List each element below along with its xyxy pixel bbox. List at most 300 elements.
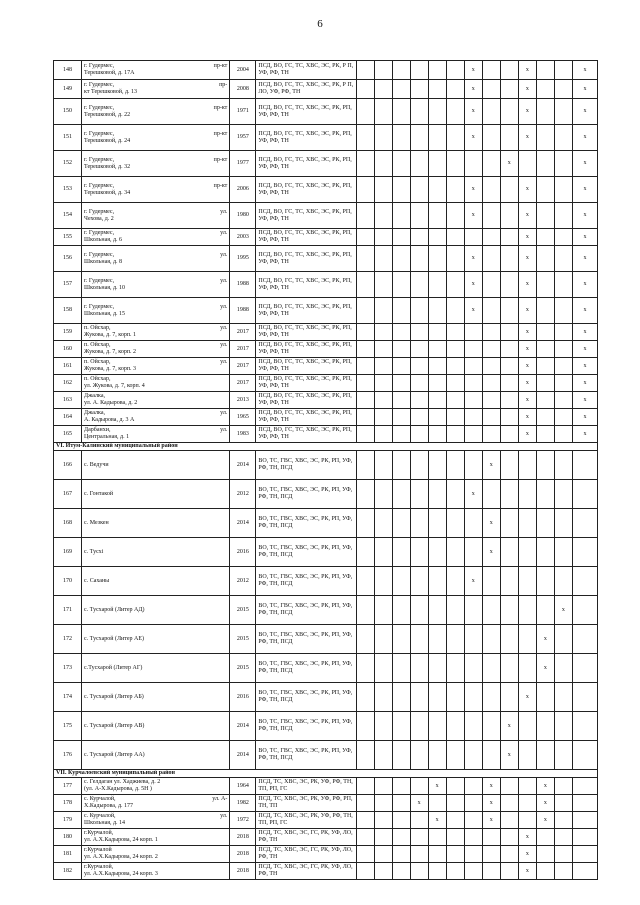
mark-cell <box>446 863 464 880</box>
mark-cell <box>518 812 536 829</box>
row-number: 172 <box>54 625 82 654</box>
mark-cell <box>446 829 464 846</box>
mark-cell <box>392 99 410 125</box>
mark-cell <box>356 509 374 538</box>
mark-cell <box>572 795 597 812</box>
mark-cell <box>482 654 500 683</box>
table-row <box>54 358 598 375</box>
row-number: 154 <box>54 203 82 229</box>
mark-cell <box>482 812 500 829</box>
mark-cell <box>572 846 597 863</box>
mark-cell <box>572 177 597 203</box>
mark-cell <box>410 298 428 324</box>
mark-cell <box>446 61 464 80</box>
mark-cell <box>356 324 374 341</box>
section-title: VII. Курчалоевский муниципальный район <box>54 770 598 778</box>
mark-cell <box>536 509 554 538</box>
cross-mark-icon: x <box>471 134 475 140</box>
mark-cell <box>392 229 410 246</box>
address-line-2: Центральная, д. 1 <box>84 434 130 440</box>
row-number: 177 <box>54 778 82 795</box>
address-line-2: Терешковой, д. 32 <box>84 163 131 170</box>
mark-cell <box>392 683 410 712</box>
mark-cell <box>554 80 572 99</box>
address-cell <box>82 795 230 812</box>
table-row <box>54 61 598 80</box>
mark-cell <box>518 203 536 229</box>
mark-cell <box>392 392 410 409</box>
mark-cell <box>392 125 410 151</box>
mark-cell <box>374 298 392 324</box>
mark-cell <box>374 392 392 409</box>
cross-mark-icon: x <box>583 379 587 386</box>
mark-cell <box>446 741 464 770</box>
row-number: 152 <box>54 151 82 177</box>
row-number: 182 <box>54 863 82 880</box>
mark-cell <box>464 99 482 125</box>
address-cell <box>82 863 230 880</box>
works-cell: ПСД, ТС, ХВС, ЭС, ГС, РК, УФ, ЛО, РФ, ТН <box>256 863 356 880</box>
mark-cell <box>428 61 446 80</box>
mark-cell <box>572 80 597 99</box>
address-line-1: г.Курчалой, <box>84 830 114 836</box>
row-number: 173 <box>54 654 82 683</box>
mark-cell <box>428 392 446 409</box>
mark-cell <box>374 567 392 596</box>
mark-cell <box>554 829 572 846</box>
works-cell: ВО, ТС, ГВС, ХВС, ЭС, РК, РП, УФ, РФ, ТН, ПСД <box>256 683 356 712</box>
mark-cell <box>356 246 374 272</box>
cross-mark-icon: x <box>525 693 529 700</box>
address-line-1: г. Гудермес, <box>84 303 115 310</box>
address-cell <box>82 61 230 80</box>
registry-table <box>53 60 598 880</box>
mark-cell <box>482 80 500 99</box>
mark-cell <box>374 795 392 812</box>
mark-cell <box>428 375 446 392</box>
mark-cell <box>482 538 500 567</box>
address-cell <box>82 358 230 375</box>
mark-cell <box>554 741 572 770</box>
address-line-1: с. Тусхарой (Литер АД) <box>84 606 145 613</box>
cross-mark-icon: x <box>525 186 529 192</box>
table-row <box>54 177 598 203</box>
row-number: 149 <box>54 80 82 99</box>
mark-cell <box>482 272 500 298</box>
row-number: 175 <box>54 712 82 741</box>
mark-cell <box>500 812 518 829</box>
mark-cell <box>374 203 392 229</box>
mark-cell <box>392 426 410 443</box>
mark-cell <box>446 392 464 409</box>
mark-cell <box>428 80 446 99</box>
mark-cell <box>356 392 374 409</box>
mark-cell <box>554 61 572 80</box>
cross-mark-icon: x <box>583 430 587 437</box>
mark-cell <box>464 741 482 770</box>
cross-mark-icon: x <box>471 307 475 313</box>
table-row <box>54 712 598 741</box>
mark-cell <box>464 712 482 741</box>
row-number: 169 <box>54 538 82 567</box>
mark-cell <box>482 341 500 358</box>
address-line-2: А. Кадырова, д. 3 А <box>84 417 135 423</box>
mark-cell <box>356 795 374 812</box>
address-cell <box>82 341 230 358</box>
mark-cell <box>356 409 374 426</box>
mark-cell <box>518 99 536 125</box>
row-number: 166 <box>54 451 82 480</box>
mark-cell <box>356 741 374 770</box>
mark-cell <box>428 177 446 203</box>
works-cell: ПСД, ВО, ГС, ТС, ХВС, ЭС, РК, РП, УФ, РФ, ТН <box>256 375 356 392</box>
mark-cell <box>464 795 482 812</box>
mark-cell <box>392 812 410 829</box>
mark-cell <box>392 596 410 625</box>
address-cell <box>82 683 230 712</box>
address-street-type: ул. <box>220 325 228 331</box>
mark-cell <box>536 358 554 375</box>
works-cell: ПСД, ВО, ГС, ТС, ХВС, ЭС, РК, РП, УФ, РФ, ТН <box>256 203 356 229</box>
address-cell <box>82 567 230 596</box>
row-number: 148 <box>54 61 82 80</box>
year-cell: 1983 <box>230 426 256 443</box>
address-line-1: г. Гудермес, <box>84 156 115 163</box>
mark-cell <box>482 99 500 125</box>
mark-cell <box>482 829 500 846</box>
address-cell <box>82 203 230 229</box>
address-line-2: Терешковой, д. 24 <box>84 137 131 144</box>
mark-cell <box>536 324 554 341</box>
address-line-2: Школьная, д. 8 <box>84 258 123 265</box>
mark-cell <box>374 596 392 625</box>
cross-mark-icon: x <box>561 606 565 613</box>
mark-cell <box>410 61 428 80</box>
mark-cell <box>572 392 597 409</box>
mark-cell <box>446 683 464 712</box>
mark-cell <box>356 538 374 567</box>
mark-cell <box>446 538 464 567</box>
mark-cell <box>536 298 554 324</box>
mark-cell <box>428 272 446 298</box>
mark-cell <box>572 567 597 596</box>
row-number: 157 <box>54 272 82 298</box>
mark-cell <box>482 778 500 795</box>
address-line-1: п. Ойсхар, <box>84 376 111 382</box>
address-street-type: ул. <box>220 813 228 819</box>
mark-cell <box>536 451 554 480</box>
mark-cell <box>518 829 536 846</box>
mark-cell <box>536 125 554 151</box>
works-cell: ВО, ТС, ГВС, ХВС, ЭС, РК, РП, УФ, РФ, ТН, ПСД <box>256 625 356 654</box>
mark-cell <box>572 426 597 443</box>
mark-cell <box>428 358 446 375</box>
address-line-1: с. Гонтакой <box>84 490 114 497</box>
year-cell: 2008 <box>230 80 256 99</box>
works-cell: ПСД, ВО, ГС, ТС, ХВС, ЭС, РК, РП, УФ, РФ, ТН <box>256 246 356 272</box>
address-line-2: ул. А.Х.Кадырова, 24 корп. 1 <box>84 837 158 843</box>
mark-cell <box>500 654 518 683</box>
cross-mark-icon: x <box>489 519 493 526</box>
mark-cell <box>536 846 554 863</box>
mark-cell <box>464 61 482 80</box>
works-cell: ВО, ТС, ГВС, ХВС, ЭС, РК, РП, УФ, РФ, ТН, ПСД <box>256 596 356 625</box>
mark-cell <box>374 846 392 863</box>
mark-cell <box>518 229 536 246</box>
works-cell: ПСД, ВО, ГС, ТС, ХВС, ЭС, РК, РП, УФ, РФ, ТН <box>256 341 356 358</box>
address-cell <box>82 741 230 770</box>
mark-cell <box>392 341 410 358</box>
mark-cell <box>500 426 518 443</box>
address-line-2: Школьная, д. 10 <box>84 284 126 291</box>
mark-cell <box>392 778 410 795</box>
row-number: 176 <box>54 741 82 770</box>
address-line-1: п. Ойсхар, <box>84 325 111 331</box>
address-cell <box>82 272 230 298</box>
row-number: 180 <box>54 829 82 846</box>
mark-cell <box>518 683 536 712</box>
mark-cell <box>554 392 572 409</box>
cross-mark-icon: x <box>471 85 475 92</box>
mark-cell <box>500 375 518 392</box>
cross-mark-icon: x <box>525 413 529 420</box>
cross-mark-icon: x <box>583 281 587 287</box>
cross-mark-icon: x <box>583 85 587 92</box>
mark-cell <box>374 625 392 654</box>
mark-cell <box>428 795 446 812</box>
cross-mark-icon: x <box>583 413 587 420</box>
works-cell: ПСД, ТС, ХВС, ЭС, ГС, РК, УФ, ЛО, РФ, ТН <box>256 846 356 863</box>
cross-mark-icon: x <box>471 108 475 114</box>
mark-cell <box>572 246 597 272</box>
mark-cell <box>500 863 518 880</box>
table-row <box>54 863 598 880</box>
mark-cell <box>356 451 374 480</box>
mark-cell <box>392 538 410 567</box>
mark-cell <box>410 480 428 509</box>
works-cell: ПСД, ВО, ГС, ТС, ХВС, ЭС, РК, РП, УФ, РФ, ТН <box>256 229 356 246</box>
mark-cell <box>464 272 482 298</box>
address-line-2: Школьная, д. 15 <box>84 310 126 317</box>
mark-cell <box>572 812 597 829</box>
mark-cell <box>428 846 446 863</box>
address-line-1: г. Гудермес, <box>84 208 115 215</box>
mark-cell <box>356 151 374 177</box>
address-line-2: ул. А. Кадырова, д. 2 <box>84 400 138 406</box>
mark-cell <box>392 151 410 177</box>
mark-cell <box>500 625 518 654</box>
works-cell: ПСД, ВО, ГС, ТС, ХВС, ЭС, РК, РП, УФ, РФ, ТН <box>256 324 356 341</box>
mark-cell <box>428 812 446 829</box>
mark-cell <box>428 99 446 125</box>
mark-cell <box>410 812 428 829</box>
mark-cell <box>410 778 428 795</box>
mark-cell <box>392 409 410 426</box>
mark-cell <box>464 538 482 567</box>
address-cell <box>82 538 230 567</box>
mark-cell <box>482 509 500 538</box>
address-line-1: с. Тусхарой (Литер АБ) <box>84 693 144 700</box>
mark-cell <box>392 80 410 99</box>
mark-cell <box>464 409 482 426</box>
mark-cell <box>482 358 500 375</box>
address-street-type: пр-кт <box>213 130 228 137</box>
mark-cell <box>464 80 482 99</box>
mark-cell <box>428 480 446 509</box>
mark-cell <box>482 846 500 863</box>
works-cell: ПСД, ВО, ГС, ТС, ХВС, ЭС, РК, РП, УФ, РФ, ТН <box>256 177 356 203</box>
year-cell: 2014 <box>230 451 256 480</box>
address-line-1: с. Саханы <box>84 577 110 584</box>
works-cell: ПСД, ВО, ГС, ТС, ХВС, ЭС, РК, РП, УФ, РФ, ТН <box>256 392 356 409</box>
address-line-1: с. Мезкен <box>84 519 109 526</box>
mark-cell <box>518 358 536 375</box>
mark-cell <box>374 375 392 392</box>
mark-cell <box>536 151 554 177</box>
mark-cell <box>374 538 392 567</box>
section-header-row <box>54 770 598 778</box>
mark-cell <box>500 298 518 324</box>
mark-cell <box>536 426 554 443</box>
table-row <box>54 203 598 229</box>
mark-cell <box>518 125 536 151</box>
mark-cell <box>482 795 500 812</box>
table-row <box>54 341 598 358</box>
mark-cell <box>572 99 597 125</box>
mark-cell <box>482 324 500 341</box>
table-row <box>54 272 598 298</box>
mark-cell <box>410 741 428 770</box>
mark-cell <box>536 654 554 683</box>
mark-cell <box>536 829 554 846</box>
year-cell: 2012 <box>230 567 256 596</box>
year-cell: 2016 <box>230 683 256 712</box>
mark-cell <box>374 509 392 538</box>
mark-cell <box>428 625 446 654</box>
address-line-2: Жукова, д. 7, корп. 2 <box>84 349 137 355</box>
mark-cell <box>518 177 536 203</box>
mark-cell <box>572 778 597 795</box>
mark-cell <box>374 778 392 795</box>
mark-cell <box>392 272 410 298</box>
mark-cell <box>446 272 464 298</box>
mark-cell <box>500 99 518 125</box>
mark-cell <box>392 480 410 509</box>
mark-cell <box>446 567 464 596</box>
mark-cell <box>554 99 572 125</box>
mark-cell <box>464 203 482 229</box>
mark-cell <box>392 829 410 846</box>
mark-cell <box>500 683 518 712</box>
mark-cell <box>392 451 410 480</box>
table-row <box>54 567 598 596</box>
cross-mark-icon: x <box>583 396 587 403</box>
mark-cell <box>500 451 518 480</box>
mark-cell <box>392 712 410 741</box>
mark-cell <box>536 778 554 795</box>
mark-cell <box>356 272 374 298</box>
year-cell: 1980 <box>230 203 256 229</box>
year-cell: 1965 <box>230 409 256 426</box>
mark-cell <box>356 358 374 375</box>
mark-cell <box>410 567 428 596</box>
mark-cell <box>392 625 410 654</box>
mark-cell <box>536 712 554 741</box>
mark-cell <box>464 480 482 509</box>
mark-cell <box>392 509 410 538</box>
year-cell: 1977 <box>230 151 256 177</box>
mark-cell <box>518 625 536 654</box>
mark-cell <box>446 426 464 443</box>
mark-cell <box>482 567 500 596</box>
mark-cell <box>536 99 554 125</box>
cross-mark-icon: x <box>507 751 511 758</box>
mark-cell <box>356 683 374 712</box>
works-cell: ПСД, ВО, ГС, ТС, ХВС, ЭС, РК, РП, УФ, РФ, ТН <box>256 358 356 375</box>
mark-cell <box>572 741 597 770</box>
mark-cell <box>518 324 536 341</box>
mark-cell <box>446 203 464 229</box>
address-line-2: Х.Кадырова, д. 177 <box>84 803 134 809</box>
row-number: 159 <box>54 324 82 341</box>
mark-cell <box>554 509 572 538</box>
mark-cell <box>374 151 392 177</box>
year-cell: 1988 <box>230 272 256 298</box>
mark-cell <box>464 341 482 358</box>
cross-mark-icon: x <box>471 490 475 497</box>
mark-cell <box>572 625 597 654</box>
mark-cell <box>374 246 392 272</box>
mark-cell <box>410 829 428 846</box>
year-cell: 2017 <box>230 341 256 358</box>
mark-cell <box>410 795 428 812</box>
mark-cell <box>500 538 518 567</box>
mark-cell <box>410 177 428 203</box>
mark-cell <box>482 596 500 625</box>
mark-cell <box>446 358 464 375</box>
table-row <box>54 125 598 151</box>
mark-cell <box>554 358 572 375</box>
mark-cell <box>536 246 554 272</box>
address-line-2: ул. Жукова, д. 7, корп. 4 <box>84 383 145 389</box>
mark-cell <box>392 203 410 229</box>
mark-cell <box>464 392 482 409</box>
address-line-2: Жукова, д. 7, корп. 3 <box>84 366 137 372</box>
address-line-2: Терешковой, д. 17А <box>84 70 135 76</box>
cross-mark-icon: x <box>583 186 587 192</box>
mark-cell <box>446 375 464 392</box>
mark-cell <box>518 272 536 298</box>
mark-cell <box>392 177 410 203</box>
mark-cell <box>410 246 428 272</box>
table-row <box>54 229 598 246</box>
mark-cell <box>536 203 554 229</box>
mark-cell <box>518 392 536 409</box>
mark-cell <box>554 125 572 151</box>
mark-cell <box>572 863 597 880</box>
mark-cell <box>356 480 374 509</box>
works-cell: ПСД, ТС, ХВС, ЭС, РК, УФ, РФ, РП, ТН, ТП <box>256 795 356 812</box>
mark-cell <box>464 812 482 829</box>
mark-cell <box>554 795 572 812</box>
mark-cell <box>482 426 500 443</box>
cross-mark-icon: x <box>583 255 587 261</box>
year-cell: 2016 <box>230 538 256 567</box>
mark-cell <box>464 829 482 846</box>
mark-cell <box>392 795 410 812</box>
address-cell <box>82 596 230 625</box>
mark-cell <box>464 229 482 246</box>
